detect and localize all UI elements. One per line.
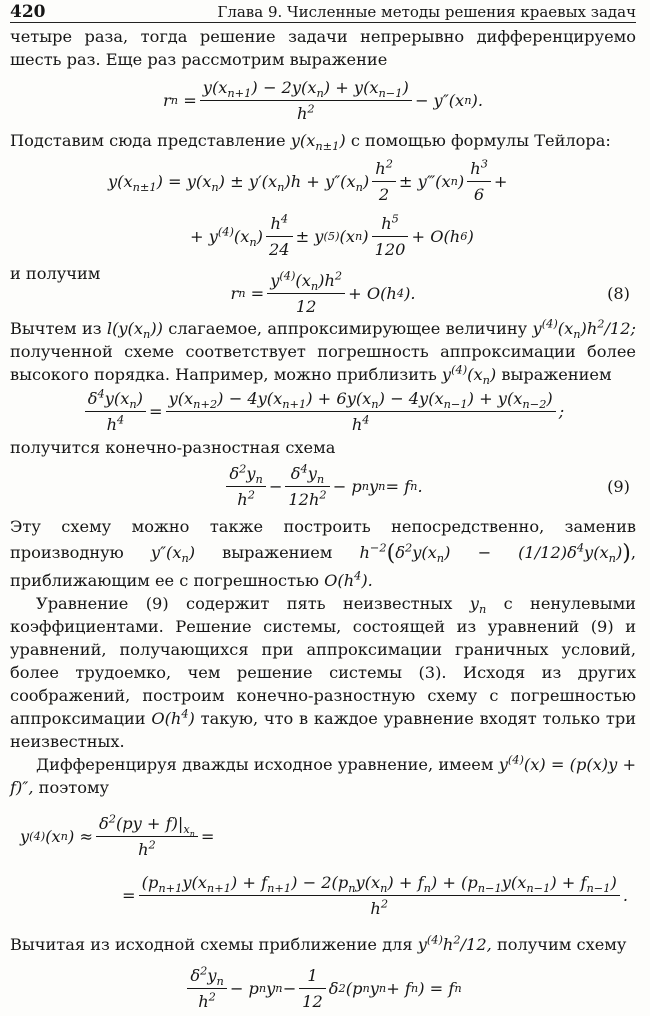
paragraph-5 — [10, 436, 636, 459]
equation-fourth-difference: $\frac{\delta^4y(x_n)}{h^4}$ = $\frac{y(x_{n+2}) - 4y(x_{n+1}) + 6y(x_n) - 4y(x_{n-1}) + y(x_{n-2})}{h^4}$ ; — [10, 386, 636, 436]
paragraph-5-text: получится конечно-разностная схема — [10, 438, 336, 457]
equation-final-scheme: $\frac{\delta^2y_n}{h^2}$ − p n y n − $\frac{1}{12}$ δ 2 (p n y n + f n ) = f n — [10, 960, 636, 1016]
paragraph-8-text-a: Дифференцируя дважды исходное уравнение, имеем — [36, 755, 494, 775]
page-number: 420 — [10, 2, 46, 22]
paragraph-6: Эту схему можно также построить непосредственно, заменив производную $y''(x_n)$ выражением $h^{-2}(\delta^2y(x_n) - (1/12)\delta^4y(x_n))$, приближающим ее с погрешностью $O(h^4)$. — [10, 517, 637, 591]
paragraph-2-text-a: Подставим сюда представление — [10, 131, 286, 150]
paragraph-7-text-b: с ненулевыми коэффициентами. Решение системы, состоящей из уравнений (9) и уравнений, получающихся при аппроксимации граничных условий, более трудоемко, чем решение системы (3). Исходя из других соображений, построим конечно-разностную схему с погрешностью аппроксимации — [10, 594, 636, 729]
equation-rn-definition: r n = $\frac{y(x_{n+1}) - 2y(x_n) + y(x_{n-1})}{h^2}$ − y″(x n ). — [163, 77, 483, 123]
paragraph-8: Дифференцируя дважды исходное уравнение, имеем $y^{(4)}(x) = (p(x)y + f)''$, поэтому — [10, 752, 637, 798]
paragraph-2-text-b: с помощью формулы Тейлора: — [350, 131, 611, 150]
paragraph-3-text: и получим — [10, 264, 101, 283]
page-header — [10, 0, 636, 23]
equation-taylor-line-2: + $y^{(4)}(x_n)$ $\frac{h^4}{24}$ ± y (5) (x n ) $\frac{h^5}{120}$ + O(h 6 ) — [190, 211, 474, 259]
paragraph-9-text-a: Вычитая из исходной схемы приближение для — [10, 935, 413, 955]
paragraph-9-text-b: получим схему — [496, 935, 627, 955]
equation-derivative-approx-line-1: y (4) (x n ) ≈ $\frac{\delta^2(py + f)|_{x_n}}{h^2}$ = — [20, 811, 215, 859]
paragraph-4: Вычтем из $l(y(x_n))$ слагаемое, аппроксимирующее величину $y^{(4)}(x_n)h^2/12$; полученной схеме соответствует погрешность аппроксимации более высокого порядка. Например, можно приблизить $y^{(4)}(x_n)$ выражением — [10, 316, 636, 388]
paragraph-4-text-c: полученной схеме соответствует погрешность аппроксимации более высокого порядка. Например, можно приблизить — [10, 342, 636, 384]
paragraph-4-text-b: слагаемое, аппроксимирующее величину — [168, 319, 528, 338]
equation-8-number: (8) — [607, 283, 630, 303]
paragraph-7-text-c: такую, что в каждое уравнение входят только три неизвестных. — [10, 709, 636, 752]
equation-9-number: (9) — [607, 476, 630, 496]
paragraph-7-text-a: Уравнение (9) содержит пять неизвестных — [36, 594, 453, 614]
equation-8: r n = $\frac{y^{(4)}(x_n)h^2}{12}$ + O(h 4 ). (8) — [230, 268, 630, 316]
paragraph-6-text-b: выражением — [222, 543, 333, 563]
paragraph-7: Уравнение (9) содержит пять неизвестных $y_n$ с ненулевыми коэффициентами. Решение системы, состоящей из уравнений (9) и уравнений, получающихся при аппроксимации граничных условий, более трудоемко, чем решение системы (3). Исходя из других соображений, построим конечно-разностную схему с погрешностью аппроксимации $O(h^4)$ такую, что в каждое уравнение входят только три неизвестных. — [10, 594, 636, 752]
equation-9: $\frac{\delta^2y_n}{h^2}$ − $\frac{\delta^4y_n}{12h^2}$ − p n y n = f n . (9) — [10, 459, 636, 513]
paragraph-4-text-d: выражением — [501, 365, 612, 384]
paragraph-8-text-b: поэтому — [38, 778, 110, 798]
equation-taylor-line-1: $y(x_{n\pm 1}) = y(x_n) \pm y'(x_n)h + y''(x_n)$ $\frac{h^2}{2}$ ± y‴(x n ) $\frac{h^3}{6}$ + — [108, 156, 508, 204]
equation-derivative-approx-line-2: = $(p_{n+1}y(x_{n+1}) + f_{n+1}) - 2(p_ny(x_n) + f_n) + (p_{n-1}y(x_{n-1}) + f_{n-1})$ $h^2$ . — [122, 872, 628, 918]
paragraph-2: Подставим сюда представление $y(x_{n\pm 1})$ с помощью формулы Тейлора: — [10, 131, 611, 154]
paragraph-4-text-a: Вычтем из — [10, 319, 102, 338]
paragraph-1 — [10, 25, 636, 71]
paragraph-9: Вычитая из исходной схемы приближение для $y^{(4)}h^2/12$, получим схему — [10, 932, 627, 955]
running-head: Глава 9. Численные методы решения краевых задач — [217, 3, 636, 21]
paragraph-6-text-a: Эту схему можно также построить непосредственно, заменив производную — [10, 517, 636, 563]
paragraph-6-text-c: , приближающим ее с погрешностью — [10, 543, 637, 591]
paragraph-1-text: четыре раза, тогда решение задачи непрерывно дифференцируемо шесть раз. Еще раз рассмотрим выражение — [10, 27, 636, 69]
